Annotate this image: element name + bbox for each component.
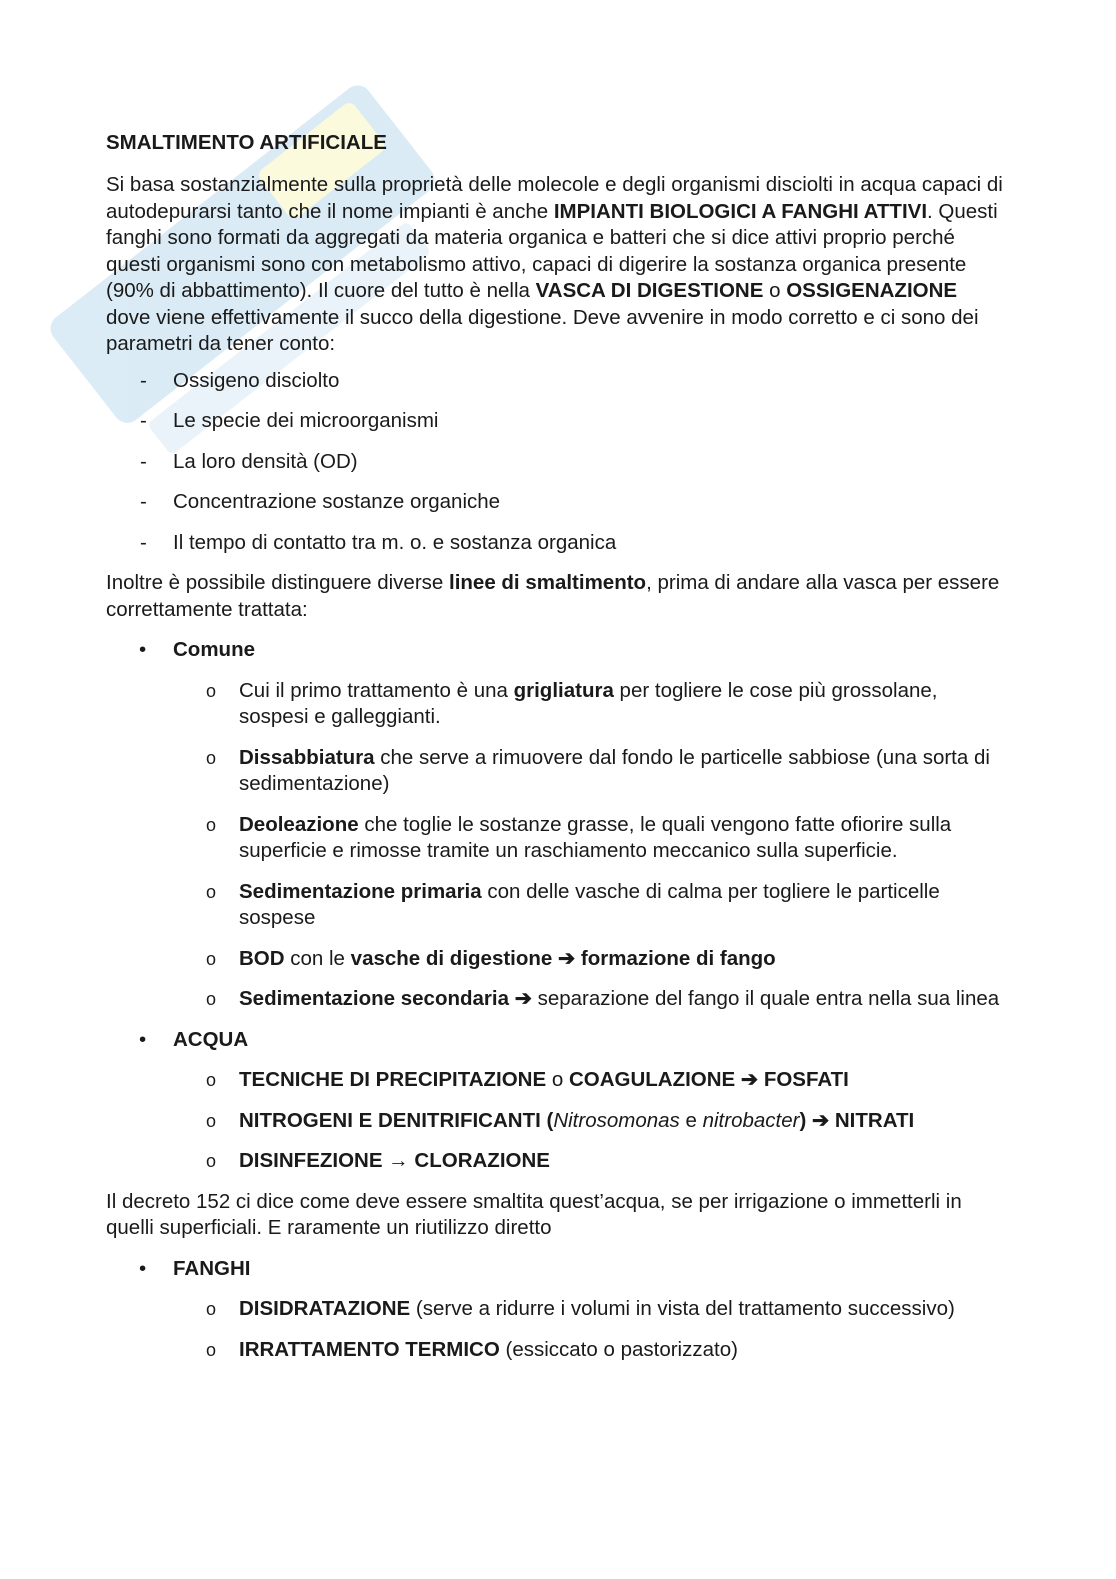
intro-paragraph: Si basa sostanzialmente sulla proprietà delle molecole e degli organismi disciolti in acqua capaci di autodepurarsi tanto che il nome impianti è anche IMPIANTI BIOLOGICI A FANGHI ATTIVI. Questi fanghi sono formati da aggregati da materia organica e batteri che si dice attivi proprio perché questi organismi sono con metabolismo attivo, capaci di digerire la sostanza organica presente (90% di abbattimento). Il cuore del tutto è nella VASCA DI DIGESTIONE o OSSIGENAZIONE dove viene effettivamente il succo della digestione. Deve avvenire in modo corretto e ci sono dei parametri da tener conto: <box>106 173 1003 355</box>
circle-bullet-icon: o <box>206 948 217 969</box>
section-fanghi <box>106 1256 1006 1364</box>
list-item: o Dissabbiatura che serve a rimuovere dal fondo le particelle sabbiose (una sorta di sedimentazione) <box>206 745 990 795</box>
list-item: o Deoleazione che toglie le sostanze grasse, le quali vengono fatte ofiorire sulla superficie e rimosse tramite un raschiamento meccanico sulla superficie. <box>206 812 952 862</box>
circle-bullet-icon: o <box>206 989 217 1009</box>
list-item: o Sedimentazione primaria con delle vasche di calma per togliere le particelle sospese <box>206 879 940 929</box>
list-item: o BOD con le vasche di digestione ➔ formazione di fango <box>106 946 1006 973</box>
list-item: - Ossigeno disciolto <box>106 368 1006 395</box>
bullet-icon: • <box>139 1256 147 1280</box>
list-item: o DISIDRATAZIONE (serve a ridurre i volumi in vista del trattamento successivo) <box>106 1296 1006 1323</box>
list-item: - Le specie dei microorganismi <box>106 408 1006 435</box>
decree-paragraph: Il decreto 152 ci dice come deve essere smaltita quest’acqua, se per irrigazione o immetterli in quelli superficiali. E raramente un riutilizzo diretto <box>106 1189 962 1239</box>
arrow-right-icon: ➔ <box>811 1108 830 1132</box>
list-item: o Cui il primo trattamento è una grigliatura per togliere le cose più grossolane, sospesi e galleggianti. <box>206 678 938 728</box>
circle-bullet-icon: o <box>206 1070 217 1090</box>
bullet-icon: • <box>139 1027 147 1051</box>
arrow-right-icon: ➔ <box>558 946 576 970</box>
arrow-right-icon: ➔ <box>740 1068 759 1091</box>
list-item: o Sedimentazione secondaria ➔ separazione del fango il quale entra nella sua linea <box>106 986 1006 1013</box>
section-acqua <box>106 1027 1006 1175</box>
lines-paragraph: Inoltre è possibile distinguere diverse linee di smaltimento, prima di andare alla vasca per essere correttamente trattata: <box>106 571 1000 621</box>
list-item: o TECNICHE DI PRECIPITAZIONE o COAGULAZIONE ➔ FOSFATI <box>106 1067 1006 1094</box>
circle-bullet-icon: o <box>206 1151 217 1171</box>
bullet-icon: • <box>139 638 147 661</box>
section-heading: • ACQUA <box>106 1027 1006 1054</box>
page-title: SMALTIMENTO ARTIFICIALE <box>106 131 387 154</box>
list-item: o IRRATTAMENTO TERMICO (essiccato o pastorizzato) <box>106 1337 1006 1364</box>
circle-bullet-icon: o <box>206 1339 217 1360</box>
arrow-right-icon: ➔ <box>514 987 532 1010</box>
sub-list <box>106 678 1006 1013</box>
arrow-right-icon: → <box>388 1149 409 1172</box>
circle-bullet-icon: o <box>206 1110 217 1131</box>
list-item: - Il tempo di contatto tra m. o. e sostanza organica <box>106 530 1006 557</box>
list-item: o NITROGENI E DENITRIFICANTI (Nitrosomonas e nitrobacter) ➔ NITRATI <box>106 1108 1006 1135</box>
list-item: - La loro densità (OD) <box>106 449 1006 476</box>
circle-bullet-icon: o <box>206 747 217 768</box>
section-heading: • FANGHI <box>106 1256 1006 1283</box>
circle-bullet-icon: o <box>206 680 217 701</box>
parameters-list <box>106 368 1006 557</box>
section-heading: • Comune <box>106 637 1006 664</box>
document-page <box>106 130 1006 1377</box>
list-item: o DISINFEZIONE → CLORAZIONE <box>106 1148 1006 1175</box>
sub-list <box>106 1067 1006 1175</box>
circle-bullet-icon: o <box>206 1299 217 1319</box>
sub-list <box>106 1296 1006 1363</box>
list-item: - Concentrazione sostanze organiche <box>106 489 1006 516</box>
circle-bullet-icon: o <box>206 881 217 902</box>
section-comune <box>106 637 1006 1013</box>
circle-bullet-icon: o <box>206 814 217 835</box>
